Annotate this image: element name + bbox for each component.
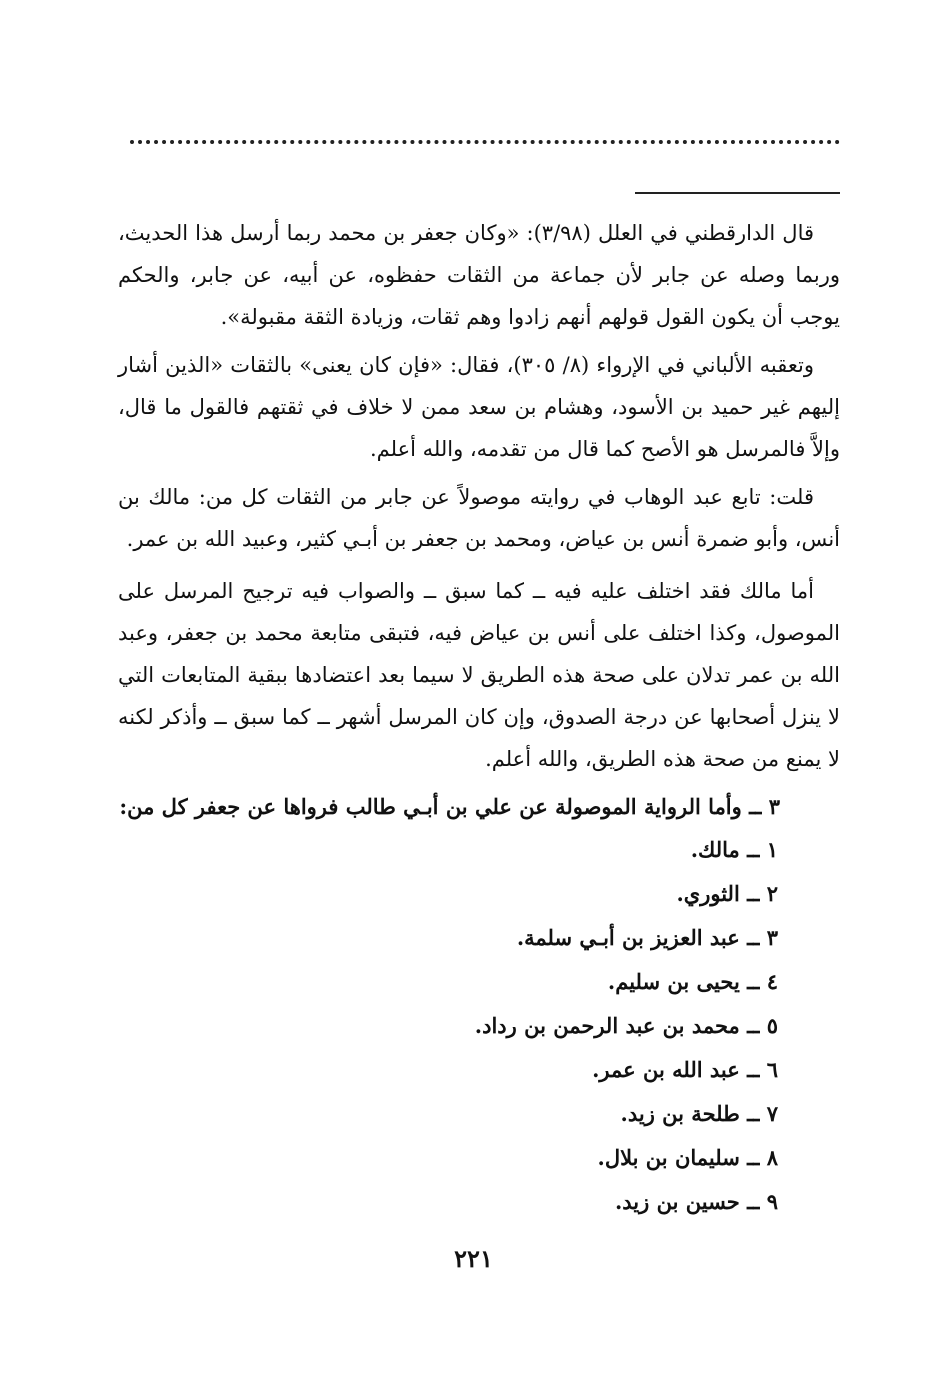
list-heading: ٣ ــ وأما الرواية الموصولة عن علي بن أبـي طالب فرواها عن جعفر كل من: [119,794,780,819]
narrators-list [118,828,840,1224]
list-item: ٤ ــ يحيى بن سليم. [607,969,778,994]
top-dotted-rule [130,140,840,144]
paragraph-malik: أما مالك فقد اختلف عليه فيه ــ كما سبق ــ والصواب فيه ترجيح المرسل على الموصول، وكذا اختلف على أنس بن عياض فيه، فتبقى متابعة محمد بن جعفر، وعبد الله بن عمر تدلان على صحة هذه الطريق لا سيما بعد اعتضادها ببقية المتابعات التي لا ينزل أصحابها عن درجة الصدوق، وإن كان المرسل أشهر ــ كما سبق ــ وأذكر لكنه لا يمنع من صحة هذه الطريق، والله أعلم. [118,579,840,771]
list-item: ٩ ــ حسين بن زيد. [614,1189,778,1214]
paragraph-daraqutni: قال الدارقطني في العلل (٣/٩٨): «وكان جعفر بن محمد ربما أرسل هذا الحديث، وربما وصله عن جابر لأن جماعة من الثقات حفظوه، عن أبيه، عن جابر، والحكم يوجب أن يكون القول قولهم أنهم زادوا وهم ثقات، وزيادة الثقة مقبولة». [118,221,840,329]
list-item: ١ ــ مالك. [690,837,778,862]
list-item: ٦ ــ عبد الله بن عمر. [592,1057,778,1082]
list-item: ٥ ــ محمد بن عبد الرحمن بن رداد. [474,1013,778,1038]
list-item: ٧ ــ طلحة بن زيد. [620,1101,778,1126]
section-divider [635,192,840,194]
page-body [118,212,840,1224]
page-number: ٢٢١ [454,1244,493,1273]
paragraph-albani: وتعقبه الألباني في الإرواء (٨/ ٣٠٥)، فقال: «فإن كان يعنى» بالثقات «الذين أشار إليهم غير حميد بن الأسود، وهشام بن سعد ممن لا خلاف في ثقتهم فالقول ما قال، وإلاَّ فالمرسل هو الأصح كما قال من تقدمه، والله أعلم. [118,353,840,461]
paragraph-qultu: قلت: تابع عبد الوهاب في روايته موصولاً عن جابر من الثقات كل من: مالك بن أنس، وأبو ضمرة أنس بن عياض، ومحمد بن جعفر بن أبـي كثير، وعبيد الله بن عمر. [118,485,840,551]
list-item: ٢ ــ الثوري. [676,881,778,906]
list-item: ٣ ــ عبد العزيز بن أبـي سلمة. [516,925,778,950]
list-item: ٨ ــ سليمان بن بلال. [597,1145,778,1170]
